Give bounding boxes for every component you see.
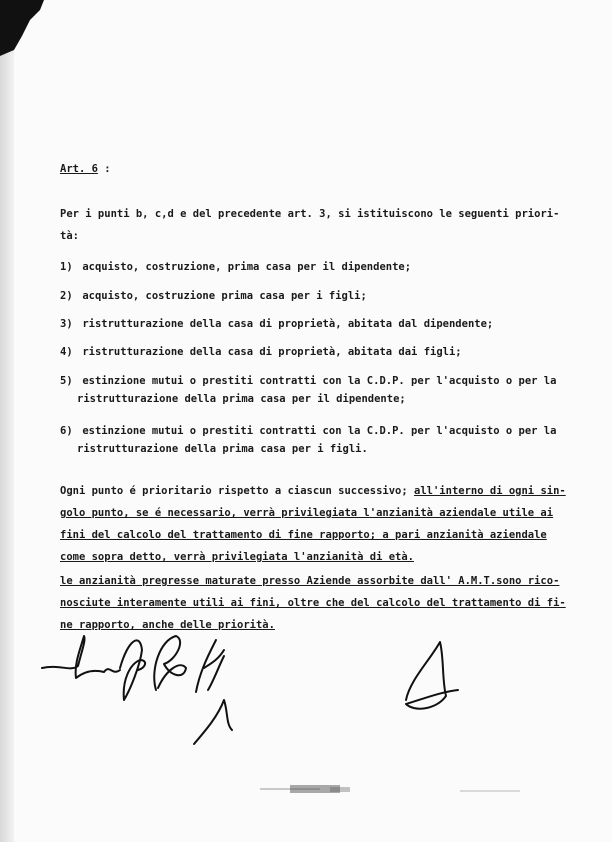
item-number: 2) bbox=[60, 290, 73, 302]
item-number: 4) bbox=[60, 346, 73, 358]
para1-line-2: golo punto, se é necessario, verrà privilegiata l'anzianità aziendale utile ai bbox=[60, 507, 554, 519]
binding-edge bbox=[0, 0, 14, 842]
item-text: estinzione mutui o prestiti contratti con la C.D.P. per l'acquisto o per la bbox=[82, 425, 557, 437]
list-item bbox=[60, 261, 411, 273]
signature-5 bbox=[194, 700, 232, 744]
signature-3 bbox=[154, 636, 186, 690]
signature-4 bbox=[196, 640, 224, 692]
list-item bbox=[60, 290, 367, 302]
intro-line-1: Per i punti b, c,d e del precedente art. 3, si istituiscono le seguenti priori- bbox=[60, 208, 560, 220]
item-number: 1) bbox=[60, 261, 73, 273]
article-number: Art. 6 bbox=[60, 163, 98, 175]
item-continuation: ristrutturazione della prima casa per i figli. bbox=[77, 443, 368, 455]
item-number: 6) bbox=[60, 425, 73, 437]
para1-line-1a: Ogni punto é prioritario rispetto a ciascun successivo; bbox=[60, 485, 415, 497]
para2-line-1: le anzianità pregresse maturate presso Aziende assorbite dall' A.M.T.sono rico- bbox=[60, 575, 560, 587]
item-text: acquisto, costruzione prima casa per i figli; bbox=[82, 290, 367, 302]
article-suffix: : bbox=[104, 163, 111, 175]
signature-2 bbox=[120, 640, 145, 700]
list-item bbox=[60, 318, 493, 330]
list-item bbox=[60, 375, 556, 405]
item-continuation: ristrutturazione della prima casa per il dipendente; bbox=[77, 393, 406, 405]
para1-line-1 bbox=[60, 480, 566, 502]
signature-6 bbox=[406, 642, 458, 709]
item-number: 3) bbox=[60, 318, 73, 330]
item-text: ristrutturazione della casa di proprietà, abitata dal dipendente; bbox=[82, 318, 494, 330]
para1-line-4: come sopra detto, verrà privilegiata l'anzianità di età. bbox=[60, 551, 415, 563]
priority-paragraph bbox=[60, 480, 566, 568]
intro-line-2: tà: bbox=[60, 230, 79, 242]
article-heading bbox=[60, 163, 111, 175]
para1-line-3: fini del calcolo del trattamento di fine rapporto; a pari anzianità aziendale bbox=[60, 529, 547, 541]
list-item bbox=[60, 425, 556, 455]
signature-1 bbox=[42, 636, 120, 678]
para2-line-2: nosciute interamente utili ai fini, oltre che del calcolo del trattamento di fi- bbox=[60, 597, 566, 609]
para2-line-3: ne rapporto, anche delle priorità. bbox=[60, 619, 275, 631]
scan-noise bbox=[260, 782, 540, 800]
item-text: acquisto, costruzione, prima casa per il dipendente; bbox=[82, 261, 412, 273]
item-number: 5) bbox=[60, 375, 73, 387]
item-text: estinzione mutui o prestiti contratti con la C.D.P. per l'acquisto o per la bbox=[82, 375, 557, 387]
intro-paragraph bbox=[60, 203, 560, 247]
list-item bbox=[60, 346, 462, 358]
seniority-paragraph bbox=[60, 570, 566, 636]
para1-line-1b: all'interno di ogni sin- bbox=[414, 485, 566, 497]
punch-hole-mark bbox=[0, 0, 50, 60]
item-text: ristrutturazione della casa di proprietà, abitata dai figli; bbox=[82, 346, 462, 358]
